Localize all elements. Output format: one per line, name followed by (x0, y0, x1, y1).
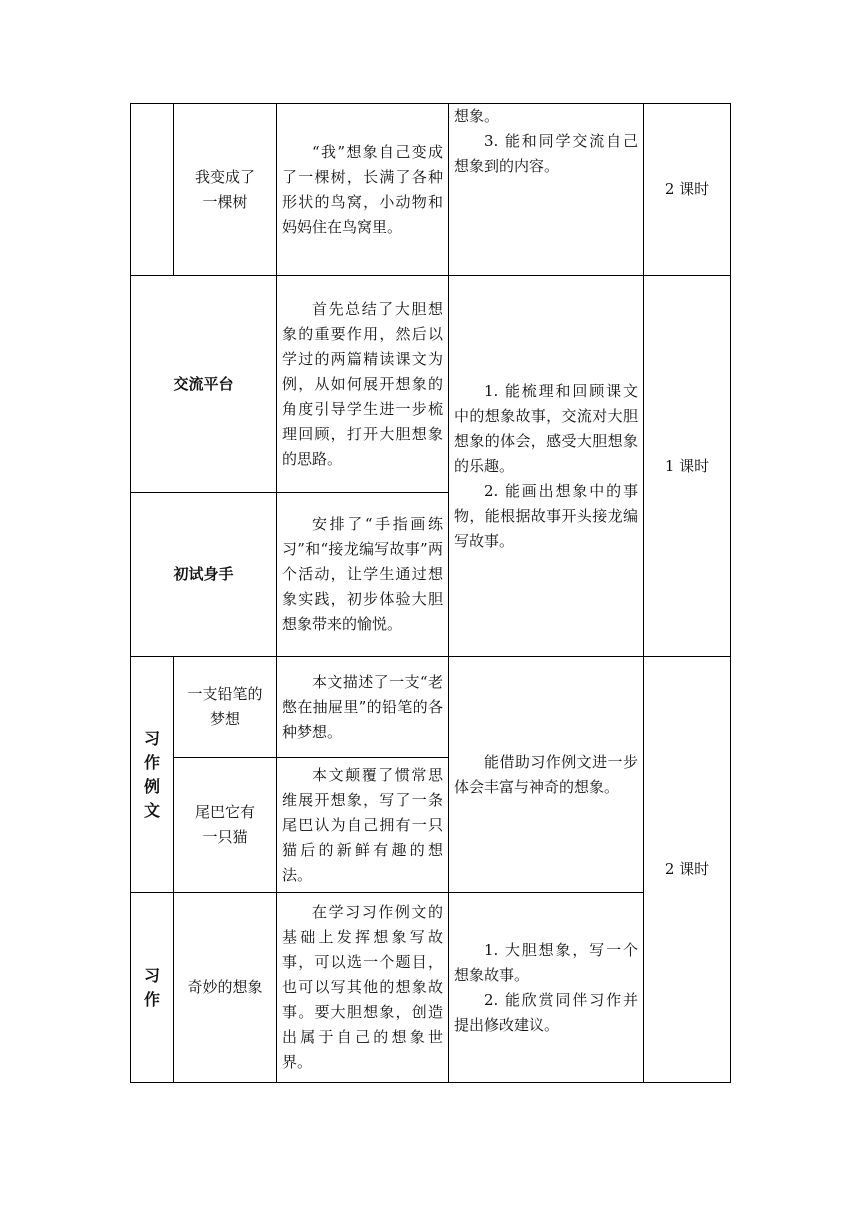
row-writing (131, 893, 731, 1083)
group-examples: 习 作 例 文 (131, 657, 174, 893)
lesson-title-tree: 我变成了 一棵树 (174, 104, 277, 276)
lesson-hours-exchange: 1 课时 (644, 276, 731, 657)
lesson-goal-exchange: 1. 能梳理和回顾课文中的想象故事，交流对大胆想象的体会，感受大胆想象的乐趣。 2. 能画出想象中的事物，能根据故事开头接龙编写故事。 (449, 276, 644, 657)
lesson-goal-writing: 1. 大胆想象，写一个想象故事。 2. 能欣赏同伴习作并提出修改建议。 (449, 893, 644, 1083)
lesson-desc-tail: 本文颠覆了惯常思维展开想象，写了一条尾巴认为自己拥有一只猫后的新鲜有趣的想法。 (277, 758, 449, 893)
row-tree (131, 104, 731, 276)
row-exchange (131, 276, 731, 493)
lesson-title-pencil: 一支铅笔的 梦想 (174, 657, 277, 758)
lesson-desc-pencil: 本文描述了一支“老憋在抽屉里”的铅笔的各种梦想。 (277, 657, 449, 758)
lesson-title-exchange: 交流平台 (131, 276, 277, 493)
group-writing: 习 作 (131, 893, 174, 1083)
lesson-title-trial: 初试身手 (131, 493, 277, 657)
lesson-desc-trial: 安排了“手指画练习”和“接龙编写故事”两个活动，让学生通过想象实践，初步体验大胆想象带来的愉悦。 (277, 493, 449, 657)
lesson-desc-exchange: 首先总结了大胆想象的重要作用，然后以学过的两篇精读课文为例，从如何展开想象的角度引导学生进一步梳理回顾，打开大胆想象的思路。 (277, 276, 449, 493)
lesson-goal-tree: 想象。 3. 能和同学交流自己想象到的内容。 (449, 104, 644, 276)
lesson-plan-table (130, 103, 731, 1083)
lesson-hours-examples: 2 课时 (644, 657, 731, 1083)
group-cell-empty (131, 104, 174, 276)
row-pencil (131, 657, 731, 758)
lesson-desc-writing: 在学习习作例文的基础上发挥想象写故事，可以选一个题目，也可以写其他的想象故事。要大胆想象，创造出属于自己的想象世界。 (277, 893, 449, 1083)
lesson-hours-tree: 2 课时 (644, 104, 731, 276)
lesson-desc-tree: “我”想象自己变成了一棵树，长满了各种形状的鸟窝，小动物和妈妈住在鸟窝里。 (277, 104, 449, 276)
lesson-title-writing: 奇妙的想象 (174, 893, 277, 1083)
lesson-title-tail: 尾巴它有 一只猫 (174, 758, 277, 893)
lesson-goal-examples: 能借助习作例文进一步体会丰富与神奇的想象。 (449, 657, 644, 893)
